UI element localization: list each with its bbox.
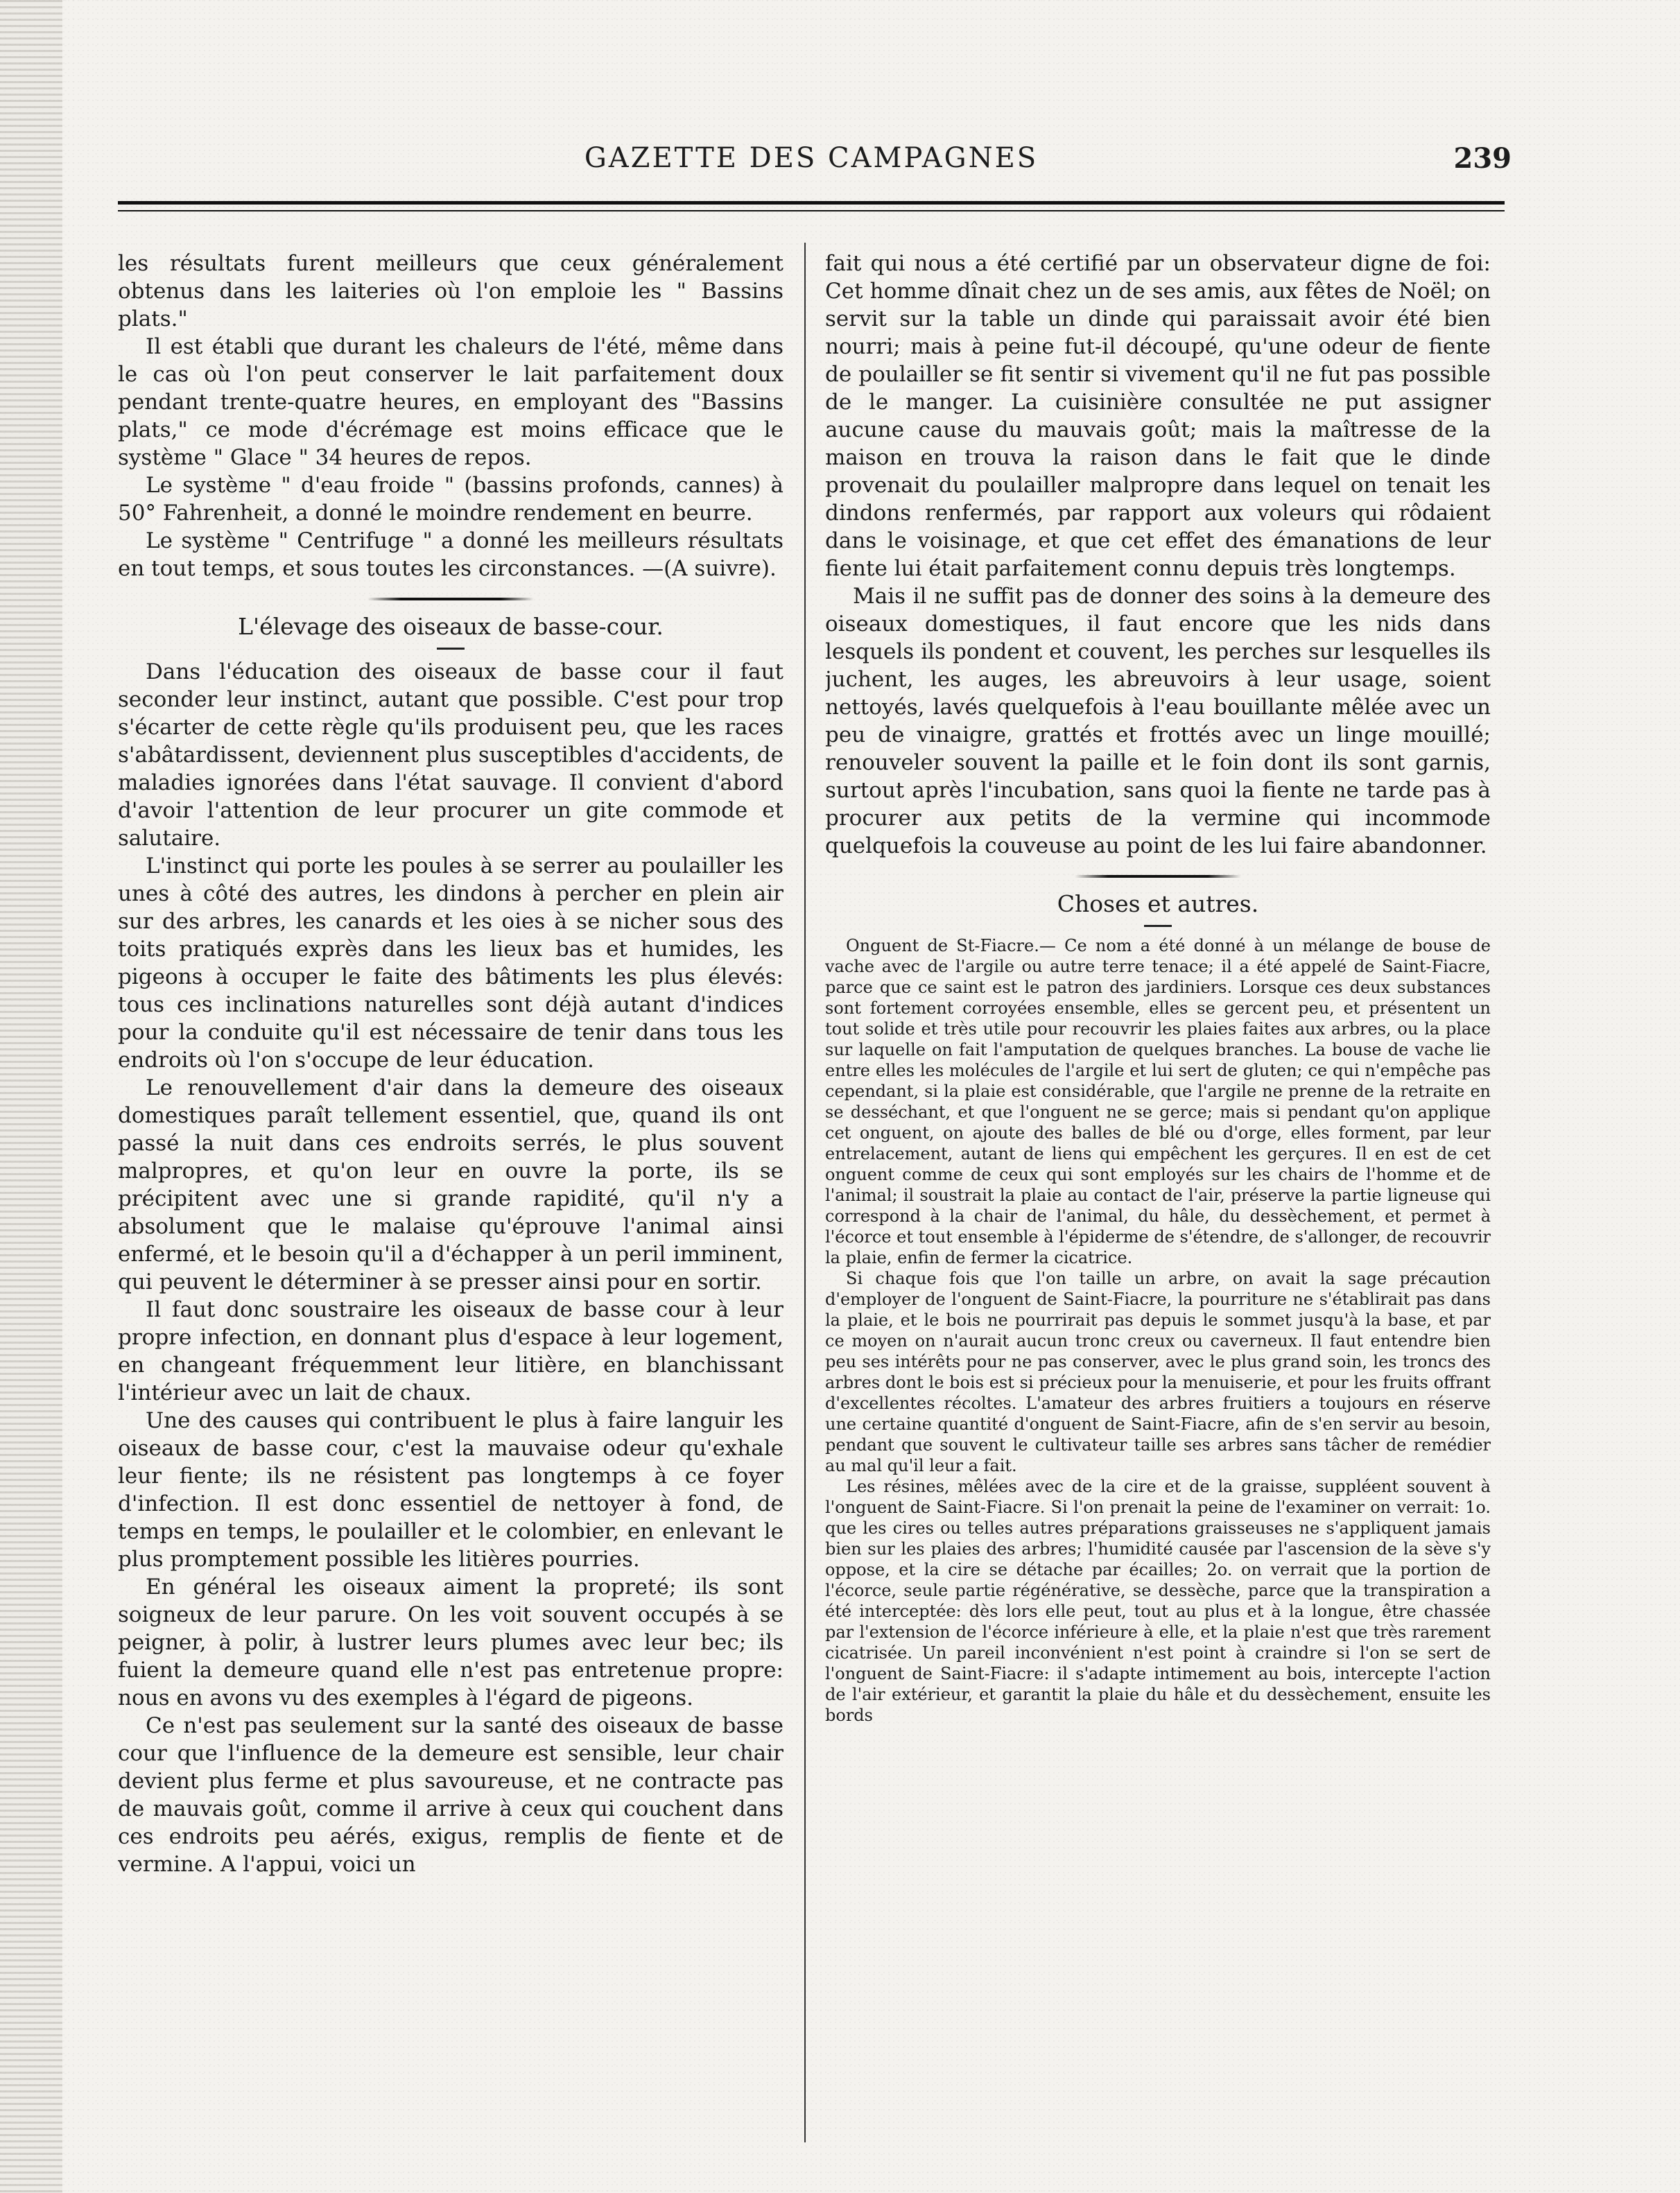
paragraph: Si chaque fois que l'on taille un arbre, on avait la sage précaution d'employer de l'onguent de Saint-Fiacre, la pourriture ne s'établirait pas dans la plaie, et le bois ne pourrirait pas depuis le sommet jusqu'à la base, et par ce moyen on n'aurait aucun tronc creux ou caverneux. Il faut entendre bien peu ses intérêts pour ne pas conserver, avec le plus grand soin, les troncs des arbres dont le bois est si précieux pour la menuiserie, et pour les fruits offrant d'excellentes récoltes. L'amateur des arbres fruitiers a toujours en réserve une certaine quantité d'onguent de Saint-Fiacre, afin de s'en servir au besoin, pendant que souvent le cultivateur taille ses arbres sans tâcher de remédier au mal qu'il leur a fait. bbox=[825, 1269, 1491, 1475]
column-divider bbox=[804, 243, 806, 2142]
title-dash bbox=[1144, 925, 1172, 927]
small-print-block bbox=[825, 935, 1491, 1726]
paragraph: Le renouvellement d'air dans la demeure des oiseaux domestiques paraît tellement essentiel, que, quand ils ont passé la nuit dans ces endroits serrés, le plus souvent malpropres, et qu'on leur en ouvre la porte, ils se précipitent avec une si grande rapidité, qu'il n'y a absolument que le malaise qu'éprouve l'animal ainsi enfermé, et le besoin qu'il a d'échapper à un peril imminent, qui peuvent le déterminer à se presser ainsi pour en sortir. bbox=[118, 1075, 783, 1294]
running-header bbox=[118, 142, 1512, 191]
page-edge-shadow bbox=[0, 0, 62, 2193]
title-dash bbox=[437, 648, 465, 650]
paragraph: Onguent de St-Fiacre.— Ce nom a été donné à un mélange de bouse de vache avec de l'argile ou autre terre tenace; il a été appelé de Saint-Fiacre, parce que ce saint est le patron des jardiniers. Lorsque ces deux substances sont fortement corroyées ensemble, elles se gercent peu, et présentent un tout solide et très utile pour recouvrir les plaies faites aux arbres, ou la place sur laquelle on fait l'amputation de quelques branches. La bouse de vache lie entre elles les molécules de l'argile et lui sert de gluten; ce qui n'empêche pas cependant, si la plaie est considérable, que l'argile ne prenne de la retraite en se desséchant, et que l'onguent ne se gerce; mais si pendant qu'on applique cet onguent, on ajoute des balles de blé ou d'orge, elles forment, par leur entrelacement, autant de liens qui empêchent les gerçures. Il en est de cet onguent comme de ceux qui sont employés sur les chairs de l'homme et de l'animal; il soustrait la plaie au contact de l'air, préserve la partie ligneuse qui correspond à la chair de l'animal, du hâle, du dessèchement, et permet à l'écorce et tout ensemble à l'épiderme de s'étendre, de s'allonger, de recouvrir la plaie, enfin de fermer la cicatrice. bbox=[825, 936, 1491, 1267]
header-rule bbox=[118, 201, 1505, 211]
section-title: L'élevage des oiseaux de basse-cour. bbox=[238, 613, 664, 640]
paragraph: les résultats furent meilleurs que ceux généralement obtenus dans les laiteries où l'on emploie les " Bassins plats." bbox=[118, 251, 783, 331]
section-rule bbox=[367, 598, 534, 600]
paragraph: Le système " Centrifuge " a donné les meilleurs résultats en tout temps, et sous toutes les circonstances. —(A suivre). bbox=[118, 528, 783, 581]
paragraph: Dans l'éducation des oiseaux de basse cour il faut seconder leur instinct, autant que possible. C'est pour trop s'écarter de cette règle qu'ils produisent peu, que les races s'abâtardissent, deviennent plus susceptibles d'accidents, de maladies ignorées dans l'état sauvage. Il convient d'abord d'avoir l'attention de leur procurer un gite commode et salutaire. bbox=[118, 659, 783, 851]
paragraph: Le système " d'eau froide " (bassins profonds, cannes) à 50° Fahrenheit, a donné le moindre rendement en beurre. bbox=[118, 473, 783, 526]
paragraph: Mais il ne suffit pas de donner des soins à la demeure des oiseaux domestiques, il faut encore que les nids dans lesquels ils pondent et couvent, les perches sur lesquelles ils juchent, les auges, les abreuvoirs à leur usage, soient nettoyés, lavés quelquefois à l'eau bouillante mêlée avec un peu de vinaigre, grattés et frottés avec un linge mouillé; renouveler souvent la paille et le foin dont ils sont garnis, surtout après l'incubation, sans quoi la fiente ne tarde pas à procurer aux petits de la vermine qui incommode quelquefois la couveuse au point de les lui faire abandonner. bbox=[825, 584, 1491, 858]
section-title: Choses et autres. bbox=[1057, 890, 1259, 917]
paragraph: fait qui nous a été certifié par un observateur digne de foi: Cet homme dînait chez un de ses amis, aux fêtes de Noël; on servit sur la table un dinde qui paraissait avoir été bien nourri; mais à peine fut-il découpé, qu'une odeur de fiente de poulailler se fit sentir si vivement qu'il ne fut pas possible de le manger. La cuisinière consultée ne put assigner aucune cause du mauvais goût; mais la maîtresse de la maison en trouva la raison dans le fait que le dinde provenait du poulailler malpropre dans lequel on tenait les dindons renfermés, par rapport aux voleurs qui rôdaient dans le voisinage, et que cet effet des émanations de leur fiente lui était parfaitement connu depuis très longtemps. bbox=[825, 251, 1491, 581]
paragraph: Une des causes qui contribuent le plus à faire languir les oiseaux de basse cour, c'est la mauvaise odeur qu'exhale leur fiente; ils ne résistent pas longtemps à ce foyer d'infection. Il est donc essentiel de nettoyer à fond, de temps en temps, le poulailler et le colombier, en enlevant le plus promptement possible les litières pourries. bbox=[118, 1408, 783, 1572]
left-column bbox=[118, 250, 783, 2122]
section-rule bbox=[1075, 875, 1241, 878]
journal-title: GAZETTE DES CAMPAGNES bbox=[584, 142, 1039, 174]
paragraph: L'instinct qui porte les poules à se serrer au poulailler les unes à côté des autres, les dindons à percher en plein air sur des arbres, les canards et les oies à se nicher sous des toits pratiqués exprès dans les lieux bas et humides, les pigeons à occuper le faite des bâtiments les plus élevés: tous ces inclinations naturelles sont déjà autant d'indices pour la conduite qu'il est nécessaire de tenir dans tous les endroits où l'on s'occupe de leur éducation. bbox=[118, 853, 783, 1073]
paragraph: En général les oiseaux aiment la propreté; ils sont soigneux de leur parure. On les voit souvent occupés à se peigner, à polir, à lustrer leurs plumes avec leur bec; ils fuient la demeure quand elle n'est pas entretenue propre: nous en avons vu des exemples à l'égard de pigeons. bbox=[118, 1575, 783, 1710]
paragraph: Les résines, mêlées avec de la cire et de la graisse, suppléent souvent à l'onguent de Saint-Fiacre. Si l'on prenait la peine de l'examiner on verrait: 1o. que les cires ou telles autres préparations graisseuses ne s'appliquent jamais bien sur les plaies des arbres; l'humidité causée par l'ascension de la sève s'y oppose, et la cire se détache par écailles; 2o. on verrait que la portion de l'écorce, seule partie régénérative, se dessèche, parce que la transpiration a été interceptée: dès lors elle peut, tout au plus et à la longue, être chassée par l'extension de l'écorce inférieure à elle, et la plaie n'est que très rarement cicatrisée. Un pareil inconvénient n'est point à craindre si l'on se sert de l'onguent de Saint-Fiacre: il s'adapte intimement au bois, intercepte l'action de l'air extérieur, et garantit la plaie du hâle et du dessèchement, ensuite les bords bbox=[825, 1477, 1491, 1725]
paragraph: Ce n'est pas seulement sur la santé des oiseaux de basse cour que l'influence de la demeure est sensible, leur chair devient plus ferme et plus savoureuse, et ne contracte pas de mauvais goût, comme il arrive à ceux qui couchent dans ces endroits peu aérés, exigus, remplis de fiente et de vermine. A l'appui, voici un bbox=[118, 1713, 783, 1877]
page-number: 239 bbox=[1453, 142, 1512, 175]
paragraph: Il faut donc soustraire les oiseaux de basse cour à leur propre infection, en donnant plus d'espace à leur logement, en changeant fréquemment leur litière, en blanchissant l'intérieur avec un lait de chaux. bbox=[118, 1297, 783, 1405]
right-column bbox=[825, 250, 1491, 2122]
paragraph: Il est établi que durant les chaleurs de l'été, même dans le cas où l'on peut conserver le lait parfaitement doux pendant trente-quatre heures, en employant des "Bassins plats," ce mode d'écrémage est moins efficace que le système " Glace " 34 heures de repos. bbox=[118, 334, 783, 470]
